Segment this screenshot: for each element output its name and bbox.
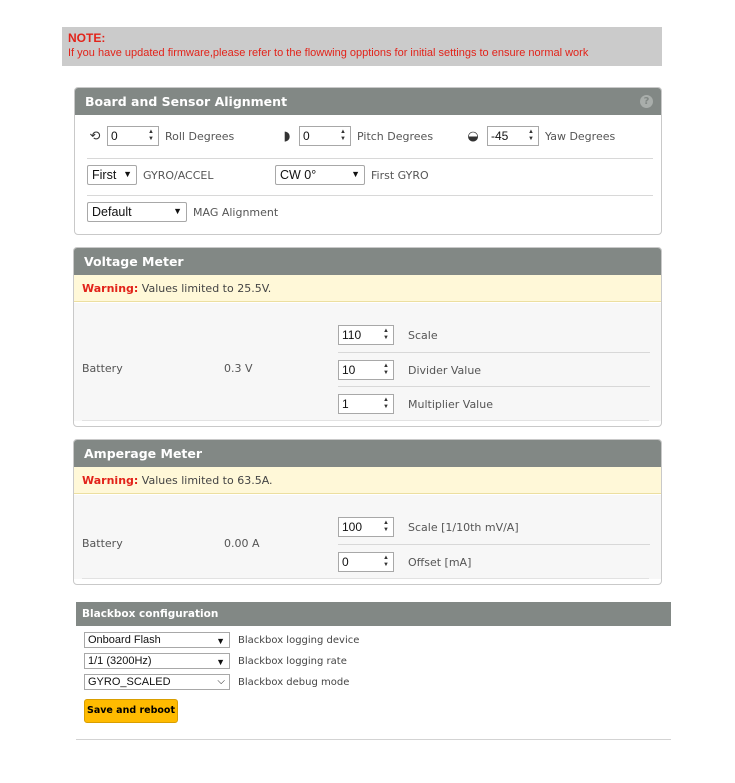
amperage-source: Battery [82, 537, 123, 550]
chevron-down-icon: ▼ [216, 636, 225, 646]
yaw-row [463, 126, 615, 146]
amperage-warning [74, 467, 661, 494]
roll-icon: ⟲ [89, 128, 101, 144]
spinner-arrows-icon[interactable]: ▲ ▼ [383, 555, 389, 568]
voltage-multiplier-label: Multiplier Value [408, 397, 493, 411]
blackbox-rate-value: 1/1 (3200Hz) [88, 655, 152, 667]
gyro-label: GYRO/ACCEL [143, 168, 214, 182]
voltage-source: Battery [82, 362, 123, 375]
amperage-scale-value: 100 [342, 520, 363, 534]
voltage-reading: 0.3 V [224, 362, 253, 375]
divider [87, 158, 653, 159]
gyro-orientation-row [275, 165, 429, 185]
yaw-icon: ◒ [467, 128, 479, 144]
amperage-scale-row [338, 517, 519, 537]
alignment-header [75, 88, 661, 115]
voltage-divider-input[interactable] [338, 360, 394, 380]
blackbox-debug-label: Blackbox debug mode [238, 676, 350, 688]
blackbox-debug-value: GYRO_SCALED [88, 676, 171, 688]
blackbox-debug-row [84, 674, 349, 690]
voltage-scale-row [338, 325, 438, 345]
amperage-warning-text: Values limited to 63.5A. [138, 474, 273, 487]
mag-label: MAG Alignment [193, 205, 279, 219]
gyro-orientation-select[interactable] [275, 165, 365, 185]
yaw-label: Yaw Degrees [545, 129, 616, 143]
gyro-orientation-label: First GYRO [371, 168, 429, 182]
yaw-input[interactable] [487, 126, 539, 146]
spinner-arrows-icon[interactable]: ▲ ▼ [383, 363, 389, 376]
amperage-body [74, 495, 661, 579]
blackbox-device-select[interactable] [84, 632, 230, 648]
voltage-divider-label: Divider Value [408, 363, 482, 377]
voltage-body [74, 303, 661, 421]
note-title: NOTE: [68, 31, 106, 45]
amperage-offset-value: 0 [342, 555, 349, 569]
blackbox-device-row [84, 632, 359, 648]
spinner-arrows-icon[interactable]: ▲ ▼ [383, 520, 389, 533]
spinner-arrows-icon[interactable]: ▲ ▼ [528, 129, 534, 142]
voltage-warning-prefix: Warning: [82, 282, 139, 295]
chevron-down-icon: ▼ [173, 206, 182, 216]
blackbox-rate-select[interactable] [84, 653, 230, 669]
voltage-multiplier-input[interactable] [338, 394, 394, 414]
note-banner [62, 27, 662, 66]
alignment-title: Board and Sensor Alignment [85, 94, 288, 109]
voltage-header [74, 248, 661, 275]
help-icon[interactable]: ? [640, 95, 653, 108]
mag-row [87, 202, 278, 222]
spinner-arrows-icon[interactable]: ▲ ▼ [383, 328, 389, 341]
pitch-row [279, 126, 433, 146]
voltage-multiplier-row [338, 394, 493, 414]
alignment-panel [74, 87, 662, 235]
amperage-scale-label: Scale [1/10th mV/A] [408, 520, 519, 534]
divider [338, 544, 650, 545]
amperage-header [74, 440, 661, 467]
voltage-divider-row [338, 360, 481, 380]
pitch-icon: ◗ [283, 128, 291, 144]
blackbox-rate-row [84, 653, 347, 669]
amperage-offset-row [338, 552, 471, 572]
blackbox-device-label: Blackbox logging device [238, 634, 360, 646]
voltage-multiplier-value: 1 [342, 397, 349, 411]
roll-row [87, 126, 234, 146]
blackbox-rate-label: Blackbox logging rate [238, 655, 347, 667]
blackbox-debug-select[interactable] [84, 674, 230, 690]
gyro-select[interactable] [87, 165, 137, 185]
voltage-scale-input[interactable] [338, 325, 394, 345]
voltage-title: Voltage Meter [84, 254, 184, 269]
gyro-select-value: First [92, 168, 117, 182]
pitch-label: Pitch Degrees [357, 129, 434, 143]
divider [338, 352, 650, 353]
amperage-reading: 0.00 A [224, 537, 260, 550]
roll-label: Roll Degrees [165, 129, 235, 143]
roll-value: 0 [111, 129, 118, 143]
pitch-input[interactable] [299, 126, 351, 146]
save-and-reboot-button[interactable]: Save and reboot [84, 699, 178, 723]
amperage-scale-input[interactable] [338, 517, 394, 537]
amperage-offset-label: Offset [mA] [408, 555, 472, 569]
amperage-title: Amperage Meter [84, 446, 203, 461]
divider [82, 420, 649, 421]
chevron-down-icon: ⌵ [217, 676, 225, 687]
spinner-arrows-icon[interactable]: ▲ ▼ [340, 129, 346, 142]
chevron-down-icon: ▼ [351, 169, 360, 179]
divider [82, 578, 649, 579]
voltage-panel [73, 247, 662, 427]
amperage-warning-prefix: Warning: [82, 474, 139, 487]
divider [338, 386, 650, 387]
amperage-panel [73, 439, 662, 585]
blackbox-device-value: Onboard Flash [88, 634, 161, 646]
blackbox-header: Blackbox configuration [76, 602, 671, 626]
gyro-row [87, 165, 213, 185]
chevron-down-icon: ▼ [216, 657, 225, 667]
gyro-orientation-value: CW 0° [280, 168, 317, 182]
voltage-scale-value: 110 [342, 328, 362, 342]
yaw-value: -45 [491, 129, 509, 143]
voltage-warning [74, 275, 661, 302]
mag-select[interactable] [87, 202, 187, 222]
note-text: If you have updated firmware,please refer to the flowwing opptions for initial settings to ensure normal work [68, 47, 589, 59]
spinner-arrows-icon[interactable]: ▲ ▼ [383, 397, 389, 410]
spinner-arrows-icon[interactable]: ▲ ▼ [148, 129, 154, 142]
amperage-offset-input[interactable] [338, 552, 394, 572]
divider [87, 195, 653, 196]
voltage-divider-value: 10 [342, 363, 356, 377]
voltage-scale-label: Scale [408, 328, 438, 342]
blackbox-panel [76, 602, 671, 740]
voltage-warning-text: Values limited to 25.5V. [138, 282, 272, 295]
pitch-value: 0 [303, 129, 310, 143]
roll-input[interactable] [107, 126, 159, 146]
mag-select-value: Default [92, 205, 132, 219]
chevron-down-icon: ▼ [123, 169, 132, 179]
